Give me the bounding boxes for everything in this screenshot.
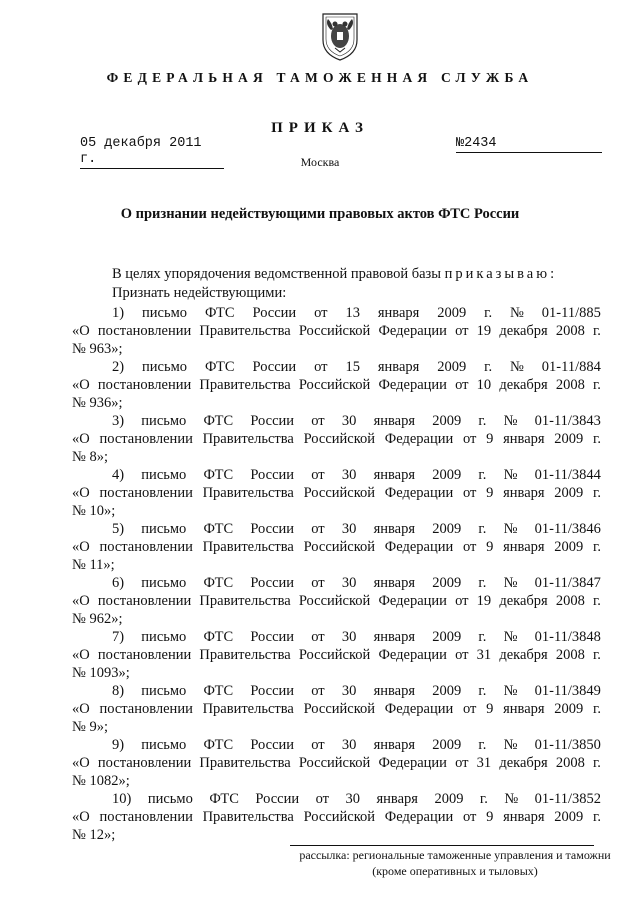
- word: России: [250, 629, 295, 645]
- word: г.: [593, 485, 601, 501]
- word: 9: [486, 809, 494, 825]
- word: письмо: [147, 791, 193, 807]
- word: «О: [72, 809, 90, 825]
- order-date: 05 декабря 2011 г.: [80, 136, 224, 169]
- word: 01-11/3850: [534, 737, 601, 753]
- footer-divider: [290, 845, 594, 846]
- word: постановлении: [97, 593, 192, 609]
- word: №: [503, 683, 518, 699]
- word: 31: [476, 647, 492, 663]
- word: 31: [476, 755, 492, 771]
- item-letter-line: [72, 628, 601, 646]
- word: Правительства: [199, 755, 291, 771]
- word: г.: [478, 737, 487, 753]
- item-resolution-line: [72, 376, 601, 394]
- word: января: [503, 431, 545, 447]
- word: г.: [484, 359, 493, 375]
- word: Правительства: [199, 593, 291, 609]
- item-resolution-line: [72, 322, 601, 340]
- word: г.: [593, 755, 601, 771]
- word: №: [503, 629, 518, 645]
- word: г.: [478, 683, 487, 699]
- word: постановлении: [97, 755, 192, 771]
- word: 01-11/3852: [534, 791, 601, 807]
- word: письмо: [141, 629, 187, 645]
- word: от: [455, 323, 469, 339]
- word: письмо: [141, 683, 187, 699]
- word: 2009: [434, 791, 464, 807]
- word: 01-11/884: [541, 359, 601, 375]
- word: г.: [593, 323, 601, 339]
- word: «О: [72, 431, 90, 447]
- item-resolution-number: № 936»;: [72, 395, 123, 411]
- word: Федерации: [384, 809, 454, 825]
- word: №: [503, 467, 518, 483]
- word: 2009: [437, 305, 467, 321]
- item-resolution-number: № 10»;: [72, 503, 116, 519]
- item-letter-line: [72, 736, 601, 754]
- word: января: [373, 521, 416, 537]
- word: 2009: [432, 629, 462, 645]
- word: 9): [112, 737, 125, 753]
- word: от: [455, 593, 469, 609]
- word: 2009: [432, 413, 462, 429]
- word: 2): [112, 359, 125, 375]
- word: Российской: [298, 323, 371, 339]
- word: 2009: [432, 737, 462, 753]
- word: 2008: [555, 377, 585, 393]
- word: письмо: [141, 737, 187, 753]
- word: Российской: [303, 539, 376, 555]
- word: Российской: [303, 701, 376, 717]
- list-item: [72, 682, 601, 736]
- word: Правительства: [202, 701, 294, 717]
- word: 2009: [554, 431, 584, 447]
- word: России: [250, 737, 295, 753]
- word: г.: [593, 539, 601, 555]
- word: декабря: [499, 593, 548, 609]
- word: 2009: [554, 485, 584, 501]
- word: ФТС: [204, 359, 235, 375]
- word: России: [250, 683, 295, 699]
- list-item: [72, 358, 601, 412]
- word: Российской: [303, 485, 376, 501]
- intro-paragraph: [112, 265, 557, 283]
- word: января: [503, 539, 545, 555]
- distribution-line: рассылка: региональные таможенные управления и таможни: [299, 848, 611, 862]
- word: 01-11/3846: [534, 521, 601, 537]
- word: г.: [593, 647, 601, 663]
- word: 8): [112, 683, 125, 699]
- word: 2008: [555, 593, 585, 609]
- word: 30: [341, 521, 357, 537]
- word: Федерации: [378, 755, 447, 771]
- word: 2009: [554, 539, 584, 555]
- word: Правительства: [199, 377, 291, 393]
- word: «О: [72, 701, 90, 717]
- word: Российской: [298, 755, 371, 771]
- item-letter-line: [72, 520, 601, 538]
- word: Правительства: [202, 485, 294, 501]
- word: 30: [341, 575, 357, 591]
- word: 9: [486, 539, 494, 555]
- word: России: [252, 359, 297, 375]
- word: Российской: [298, 593, 371, 609]
- word: от: [314, 359, 328, 375]
- item-resolution-line: [72, 430, 601, 448]
- word: 2008: [555, 323, 585, 339]
- word: г.: [478, 575, 487, 591]
- word: «О: [72, 323, 90, 339]
- word: России: [255, 791, 300, 807]
- word: января: [503, 809, 545, 825]
- list-item: [72, 790, 601, 844]
- word: декабря: [499, 647, 548, 663]
- word: от: [455, 755, 469, 771]
- word: января: [373, 737, 416, 753]
- word: от: [311, 413, 325, 429]
- word: письмо: [141, 413, 187, 429]
- word: января: [373, 683, 416, 699]
- word: января: [376, 791, 418, 807]
- word: письмо: [142, 359, 188, 375]
- word: января: [503, 701, 545, 717]
- word: от: [462, 701, 477, 717]
- word: декабря: [499, 323, 548, 339]
- word: января: [373, 629, 416, 645]
- word: письмо: [141, 575, 187, 591]
- word: 01-11/3848: [534, 629, 601, 645]
- item-resolution-line: [72, 484, 601, 502]
- word: декабря: [499, 755, 548, 771]
- word: 9: [486, 485, 494, 501]
- word: ФТС: [203, 683, 234, 699]
- word: 15: [345, 359, 360, 375]
- word: г.: [478, 467, 487, 483]
- word: ФТС: [209, 791, 239, 807]
- word: «О: [72, 377, 90, 393]
- list-item: [72, 412, 601, 466]
- word: Российской: [303, 431, 376, 447]
- word: 10: [476, 377, 492, 393]
- item-resolution-line: [72, 754, 601, 772]
- word: г.: [478, 413, 487, 429]
- word: 2009: [432, 467, 462, 483]
- word: 2009: [432, 521, 462, 537]
- word: г.: [478, 521, 487, 537]
- word: от: [311, 467, 325, 483]
- word: 2009: [432, 575, 462, 591]
- item-resolution-number: № 963»;: [72, 341, 123, 357]
- word: 7): [112, 629, 125, 645]
- word: Федерации: [378, 323, 447, 339]
- word: постановлении: [99, 431, 193, 447]
- word: письмо: [142, 305, 188, 321]
- item-resolution-number: № 9»;: [72, 719, 108, 735]
- word: России: [250, 413, 295, 429]
- word: 01-11/3844: [534, 467, 601, 483]
- word: 5): [112, 521, 125, 537]
- word: России: [250, 467, 295, 483]
- word: Российской: [298, 377, 371, 393]
- word: 19: [476, 323, 492, 339]
- word: 1): [112, 305, 125, 321]
- word: от: [311, 575, 325, 591]
- item-letter-line: [72, 466, 601, 484]
- agency-name: ФЕДЕРАЛЬНАЯ ТАМОЖЕННАЯ СЛУЖБА: [106, 70, 534, 85]
- city: Москва: [300, 155, 340, 169]
- word: г.: [484, 305, 493, 321]
- item-resolution-number: № 1093»;: [72, 665, 130, 681]
- word: 19: [476, 593, 492, 609]
- word: января: [503, 485, 545, 501]
- word: от: [311, 737, 325, 753]
- word: 01-11/3843: [534, 413, 601, 429]
- word: января: [377, 359, 420, 375]
- word: от: [462, 485, 477, 501]
- list-item: [72, 574, 601, 628]
- item-resolution-number: № 1082»;: [72, 773, 130, 789]
- list-item: [72, 466, 601, 520]
- word: 2009: [554, 701, 584, 717]
- word: от: [462, 539, 477, 555]
- word: Федерации: [384, 701, 454, 717]
- word: Правительства: [202, 431, 294, 447]
- item-resolution-line: [72, 592, 601, 610]
- word: №: [503, 575, 518, 591]
- word: 3): [112, 413, 125, 429]
- word: 30: [341, 737, 357, 753]
- word: постановлении: [97, 647, 192, 663]
- word: ФТС: [204, 305, 235, 321]
- word: 01-11/3849: [534, 683, 601, 699]
- word: постановлении: [99, 809, 193, 825]
- word: от: [314, 305, 328, 321]
- word: Правительства: [202, 539, 294, 555]
- item-letter-line: [72, 790, 601, 808]
- document-subject: О признании недействующими правовых актов ФТС России: [120, 206, 520, 222]
- word: «О: [72, 755, 90, 771]
- word: 2009: [432, 683, 462, 699]
- word: России: [252, 305, 297, 321]
- item-resolution-number: № 12»;: [72, 827, 116, 843]
- word: 2008: [555, 755, 585, 771]
- intro-text: В целях упорядочения ведомственной правовой базы: [112, 266, 442, 282]
- word: «О: [72, 647, 90, 663]
- item-resolution-line: [72, 538, 601, 556]
- word: №: [503, 521, 518, 537]
- list-item: [72, 628, 601, 682]
- word: ФТС: [203, 737, 234, 753]
- word: от: [311, 683, 325, 699]
- item-resolution-line: [72, 808, 601, 826]
- item-resolution-line: [72, 700, 601, 718]
- word: 9: [486, 431, 494, 447]
- word: января: [373, 413, 416, 429]
- word: «О: [72, 593, 90, 609]
- word: письмо: [141, 467, 187, 483]
- word: Федерации: [384, 539, 454, 555]
- word: января: [377, 305, 420, 321]
- word: «О: [72, 485, 90, 501]
- word: Федерации: [378, 647, 447, 663]
- word: Правительства: [202, 809, 294, 825]
- word: письмо: [141, 521, 187, 537]
- word: от: [462, 431, 477, 447]
- word: №: [510, 359, 524, 375]
- word: г.: [479, 791, 488, 807]
- word: №: [503, 737, 518, 753]
- word: Федерации: [384, 431, 454, 447]
- list-item: [72, 520, 601, 574]
- order-number: №2434: [456, 136, 602, 153]
- document-type: ПРИКАЗ: [271, 120, 369, 136]
- recognize-line: Признать недействующими:: [112, 285, 287, 301]
- word: Российской: [298, 647, 371, 663]
- word: Российской: [303, 809, 376, 825]
- word: декабря: [499, 377, 548, 393]
- list-item: [72, 304, 601, 358]
- word: ФТС: [203, 575, 234, 591]
- word: Федерации: [384, 485, 454, 501]
- item-resolution-number: № 11»;: [72, 557, 115, 573]
- item-resolution-line: [72, 646, 601, 664]
- word: 01-11/3847: [534, 575, 601, 591]
- word: №: [510, 305, 524, 321]
- word: Правительства: [199, 647, 291, 663]
- word: ФТС: [203, 521, 234, 537]
- word: от: [311, 521, 325, 537]
- word: ФТС: [203, 629, 234, 645]
- word: Федерации: [378, 593, 447, 609]
- word: 30: [341, 467, 357, 483]
- word: ФТС: [203, 413, 234, 429]
- word: 30: [345, 791, 361, 807]
- word: постановлении: [97, 377, 192, 393]
- item-resolution-number: № 8»;: [72, 449, 108, 465]
- list-item: [72, 736, 601, 790]
- word: постановлении: [99, 539, 193, 555]
- word: постановлении: [99, 485, 193, 501]
- word: 2009: [554, 809, 584, 825]
- word: 6): [112, 575, 125, 591]
- word: России: [250, 521, 295, 537]
- item-letter-line: [72, 682, 601, 700]
- word: от: [311, 629, 325, 645]
- word: 9: [486, 701, 494, 717]
- word: 2009: [437, 359, 467, 375]
- word: 01-11/885: [541, 305, 601, 321]
- word: 30: [341, 629, 357, 645]
- word: от: [462, 809, 477, 825]
- word: от: [455, 377, 469, 393]
- word: г.: [593, 809, 601, 825]
- word: «О: [72, 539, 90, 555]
- word: г.: [593, 431, 601, 447]
- word: №: [504, 791, 519, 807]
- revoked-acts-list: [72, 304, 601, 844]
- item-letter-line: [72, 574, 601, 592]
- word: 30: [341, 413, 357, 429]
- item-letter-line: [72, 358, 601, 376]
- word: постановлении: [99, 701, 193, 717]
- word: №: [503, 413, 518, 429]
- word: 30: [341, 683, 357, 699]
- word: 4): [112, 467, 125, 483]
- word: Федерации: [378, 377, 447, 393]
- item-resolution-number: № 962»;: [72, 611, 123, 627]
- word: г.: [593, 377, 601, 393]
- word: от: [455, 647, 469, 663]
- word: 2008: [555, 647, 585, 663]
- intro-command: приказываю:: [444, 266, 558, 282]
- word: 10): [112, 791, 132, 807]
- word: г.: [478, 629, 487, 645]
- word: России: [250, 575, 295, 591]
- distribution-note: (кроме оперативных и тыловых): [372, 864, 538, 878]
- item-letter-line: [72, 412, 601, 430]
- word: ФТС: [203, 467, 234, 483]
- word: января: [373, 575, 416, 591]
- item-letter-line: [72, 304, 601, 322]
- word: от: [315, 791, 330, 807]
- word: г.: [593, 701, 601, 717]
- coat-of-arms-icon: [317, 10, 363, 62]
- word: г.: [593, 593, 601, 609]
- word: постановлении: [97, 323, 192, 339]
- word: 13: [345, 305, 360, 321]
- word: Правительства: [199, 323, 291, 339]
- word: января: [373, 467, 416, 483]
